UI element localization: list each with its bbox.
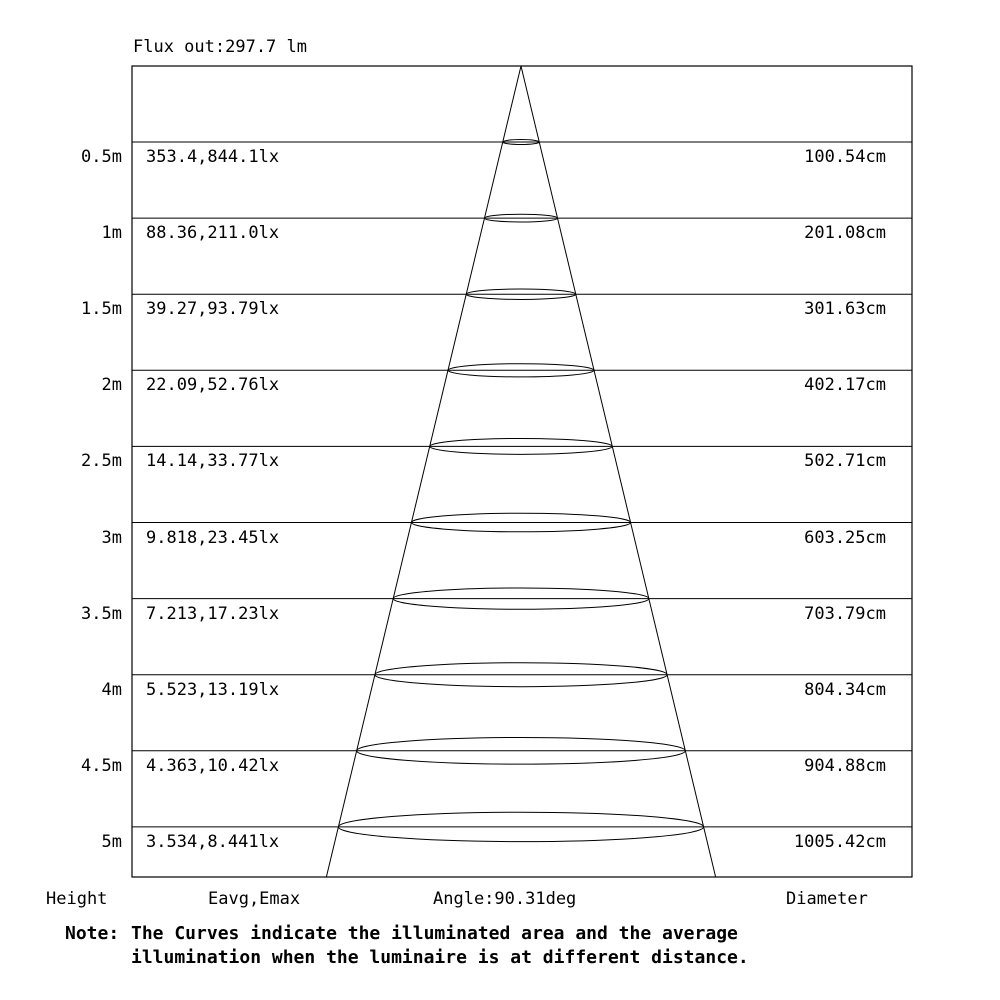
height-axis-label: Height — [46, 889, 108, 909]
height-value: 3.5m — [81, 603, 122, 624]
illuminance-value: 7.213,17.23lx — [146, 603, 280, 624]
illuminance-value: 14.14,33.77lx — [146, 451, 280, 472]
note-line-1: The Curves indicate the illuminated area and the average — [131, 923, 738, 944]
diameter-axis-label: Diameter — [786, 889, 868, 909]
height-value: 1m — [101, 223, 122, 244]
height-value: 5m — [101, 831, 122, 852]
illuminance-value: 353.4,844.1lx — [146, 147, 280, 167]
height-value: 4m — [101, 679, 122, 700]
cone-left-edge — [326, 66, 521, 877]
illuminance-value: 3.534,8.441lx — [146, 831, 280, 852]
illuminance-axis-label: Eavg,Emax — [208, 889, 301, 909]
diameter-value: 301.63cm — [804, 299, 886, 320]
diameter-value: 904.88cm — [804, 755, 886, 776]
height-value: 0.5m — [81, 147, 122, 167]
diameter-value: 201.08cm — [804, 223, 886, 244]
height-value: 2.5m — [81, 451, 122, 472]
beam-angle-label: Angle:90.31deg — [433, 889, 577, 909]
height-value: 4.5m — [81, 755, 122, 776]
illuminance-value: 88.36,211.0lx — [146, 223, 280, 244]
illuminated-area-ellipses — [338, 139, 703, 841]
diameter-value: 603.25cm — [804, 527, 886, 548]
flux-label: Flux out:297.7 lm — [133, 37, 307, 57]
illuminance-value: 39.27,93.79lx — [146, 299, 280, 320]
illuminance-value: 4.363,10.42lx — [146, 755, 280, 776]
note-line-2: illumination when the luminaire is at different distance. — [131, 947, 749, 968]
note-prefix: Note: — [65, 923, 120, 944]
row-dividers — [132, 142, 912, 827]
illuminance-value: 9.818,23.45lx — [146, 527, 280, 548]
height-value: 2m — [101, 375, 122, 396]
diameter-value: 1005.42cm — [793, 831, 886, 852]
beam-cone — [326, 66, 715, 877]
illuminance-value: 5.523,13.19lx — [146, 679, 280, 700]
height-value: 1.5m — [81, 299, 122, 320]
illuminance-value: 22.09,52.76lx — [146, 375, 280, 396]
diameter-value: 402.17cm — [804, 375, 886, 396]
diameter-value: 703.79cm — [804, 603, 886, 624]
diameter-value: 100.54cm — [804, 147, 886, 167]
height-value: 3m — [101, 527, 122, 548]
diameter-value: 502.71cm — [804, 451, 886, 472]
cone-right-edge — [521, 66, 716, 877]
diameter-value: 804.34cm — [804, 679, 886, 700]
